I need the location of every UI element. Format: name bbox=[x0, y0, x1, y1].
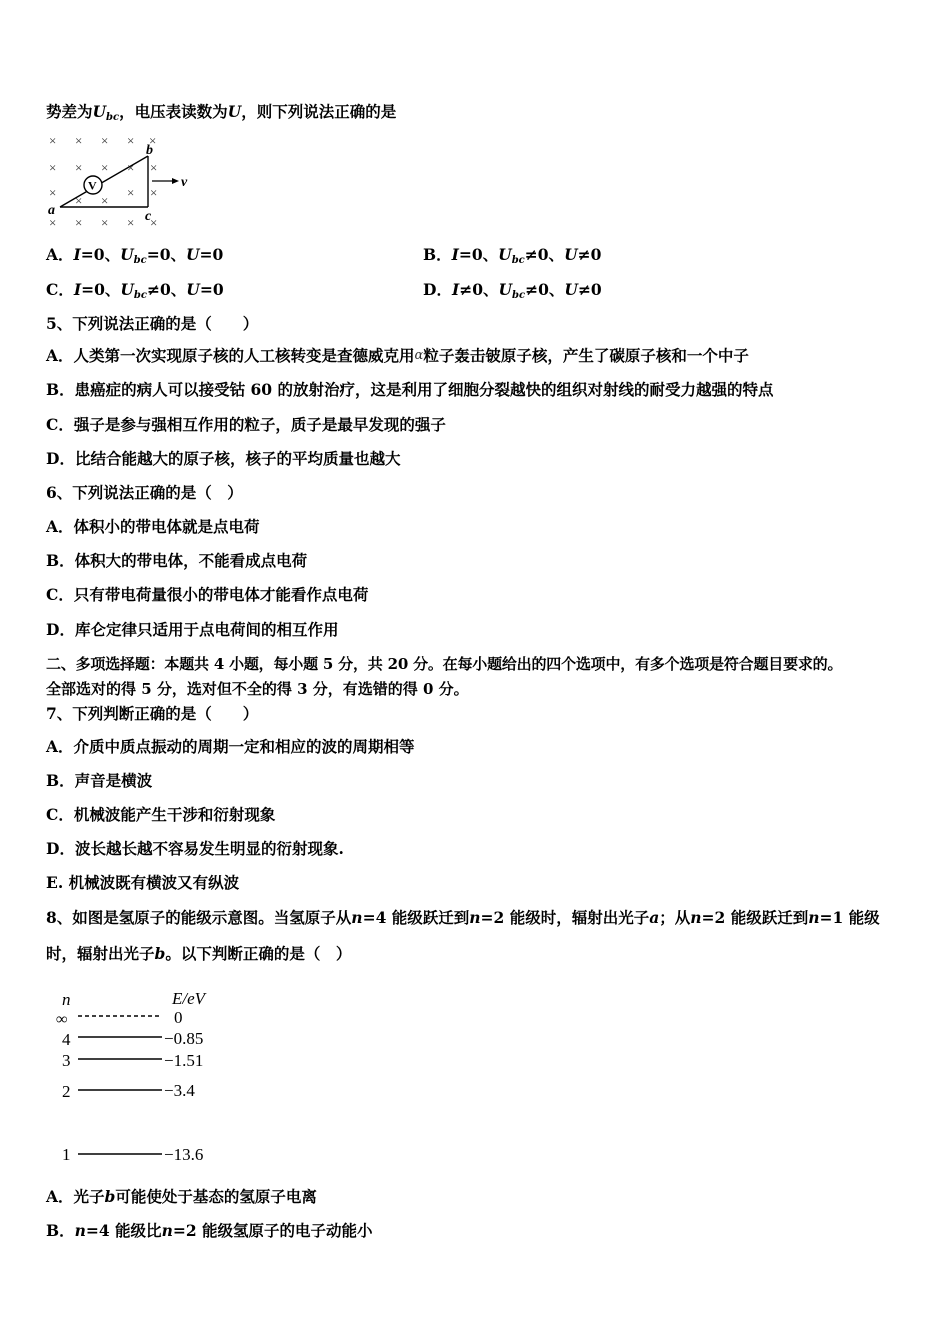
alpha-symbol: α bbox=[414, 348, 424, 363]
cross-mark: × bbox=[150, 185, 158, 200]
q4-intro-a: 势差为 bbox=[46, 102, 93, 121]
q6-option-d[interactable]: D．库仑定律只适用于点电荷间的相互作用 bbox=[46, 620, 339, 639]
level-n-1: 1 bbox=[62, 1145, 71, 1164]
q6-option-b[interactable]: B．体积大的带电体，不能看成点电荷 bbox=[46, 551, 308, 570]
q7-stem: 7、下列判断正确的是（ ） bbox=[46, 704, 259, 723]
cross-mark: × bbox=[101, 133, 109, 148]
q4-options-row-2 bbox=[46, 280, 906, 306]
cross-mark: × bbox=[75, 133, 83, 148]
n-axis-label: n bbox=[62, 990, 71, 1009]
energy-axis-label: E/eV bbox=[172, 989, 206, 1008]
q4-option-c[interactable]: C．I=0、$U_{bc}\ne 0$、U=0 bbox=[46, 280, 224, 301]
q4-u-var: U bbox=[227, 102, 242, 121]
q5-option-a[interactable]: A．人类第一次实现原子核的人工核转变是查德威克用α粒子轰击铍原子核，产生了碳原子核和一个中子 bbox=[46, 346, 749, 365]
cross-mark: × bbox=[150, 160, 158, 175]
level-n-inf: ∞ bbox=[56, 1011, 68, 1028]
cross-mark: × bbox=[75, 160, 83, 175]
level-e-4: −0.85 bbox=[164, 1029, 204, 1048]
cross-mark: × bbox=[150, 215, 158, 230]
cross-mark: × bbox=[75, 215, 83, 230]
voltmeter-label: V bbox=[88, 178, 97, 193]
q8-option-a[interactable]: A．光子b可能使处于基态的氢原子电离 bbox=[46, 1187, 317, 1206]
cross-mark: × bbox=[101, 215, 109, 230]
q5-option-c[interactable]: C．强子是参与强相互作用的粒子，质子是最早发现的强子 bbox=[46, 415, 446, 434]
level-e-1: −13.6 bbox=[164, 1145, 204, 1164]
cross-mark: × bbox=[127, 185, 135, 200]
cross-mark: × bbox=[127, 160, 135, 175]
cross-mark: × bbox=[49, 160, 57, 175]
cross-mark: × bbox=[75, 193, 83, 208]
level-n-4: 4 bbox=[62, 1030, 71, 1049]
level-n-3: 3 bbox=[62, 1051, 71, 1070]
velocity-label: v bbox=[181, 175, 188, 190]
q4-option-d[interactable]: D．I≠0、$U_{bc}\ne 0$、U≠0 bbox=[423, 280, 602, 301]
cross-mark: × bbox=[49, 215, 57, 230]
q4-intro-b: ，电压表读数为 bbox=[119, 102, 228, 121]
q4-option-b[interactable]: B．I=0、$U_{bc}\ne 0$、U≠0 bbox=[423, 245, 602, 266]
q7-option-b[interactable]: B．声音是横波 bbox=[46, 771, 153, 790]
q7-option-c[interactable]: C．机械波能产生干涉和衍射现象 bbox=[46, 805, 276, 824]
level-e-inf: 0 bbox=[174, 1008, 183, 1027]
cross-mark: × bbox=[101, 160, 109, 175]
q4-ubc-var: U bbox=[92, 102, 107, 121]
vertex-c-label: c bbox=[145, 209, 152, 224]
q6-option-a[interactable]: A．体积小的带电体就是点电荷 bbox=[46, 517, 260, 536]
level-e-2: −3.4 bbox=[164, 1081, 195, 1100]
cross-mark: × bbox=[149, 133, 157, 148]
q6-option-c[interactable]: C．只有带电荷量很小的带电体才能看作点电荷 bbox=[46, 585, 369, 604]
q5-option-d[interactable]: D．比结合能越大的原子核，核子的平均质量也越大 bbox=[46, 449, 401, 468]
q8-stem-line1: 8、如图是氢原子的能级示意图。当氢原子从n=4 能级跃迁到n=2 能级时，辐射出光子a；从n=2 能级跃迁到n=1 能级 bbox=[46, 908, 880, 927]
arrow-head-icon bbox=[172, 178, 179, 184]
q8-stem-line2: 时，辐射出光子b。以下判断正确的是（ ） bbox=[46, 944, 352, 963]
q7-option-d[interactable]: D．波长越长越不容易发生明显的衍射现象. bbox=[46, 839, 344, 858]
cross-mark: × bbox=[127, 133, 135, 148]
q4-option-a[interactable]: A．I=0、$U_{bc}=0$、U=0 bbox=[46, 245, 224, 266]
section2-heading-line2: 全部选对的得 5 分，选对但不全的得 3 分，有选错的得 0 分。 bbox=[46, 680, 469, 698]
q4-ubc-sub: bc bbox=[106, 112, 120, 123]
q5-option-b[interactable]: B．患癌症的病人可以接受钴 60 的放射治疗，这是利用了细胞分裂越快的组织对射线的耐受力越强的特点 bbox=[46, 380, 774, 399]
vertex-a-label: a bbox=[48, 203, 55, 218]
cross-mark: × bbox=[127, 215, 135, 230]
q4-circuit-figure bbox=[44, 130, 204, 232]
energy-level-diagram bbox=[52, 985, 232, 1170]
level-e-3: −1.51 bbox=[164, 1051, 204, 1070]
q4-intro-c: ，则下列说法正确的是 bbox=[241, 102, 397, 121]
q4-stem-line bbox=[46, 102, 396, 128]
q7-option-a[interactable]: A．介质中质点振动的周期一定和相应的波的周期相等 bbox=[46, 737, 415, 756]
q7-option-e[interactable]: E. 机械波既有横波又有纵波 bbox=[46, 873, 240, 892]
vertex-b-label: b bbox=[146, 143, 153, 158]
cross-mark: × bbox=[49, 185, 57, 200]
q5-stem: 5、下列说法正确的是（ ） bbox=[46, 314, 259, 333]
level-n-2: 2 bbox=[62, 1082, 71, 1101]
cross-mark: × bbox=[101, 193, 109, 208]
q6-stem: 6、下列说法正确的是（ ） bbox=[46, 483, 243, 502]
q8-option-b[interactable]: B．n=4 能级比n=2 能级氢原子的电子动能小 bbox=[46, 1221, 373, 1240]
q4-options-row-1 bbox=[46, 245, 906, 271]
section2-heading-line1: 二、多项选择题：本题共 4 小题，每小题 5 分，共 20 分。在每小题给出的四个选项中，有多个选项是符合题目要求的。 bbox=[46, 655, 843, 673]
cross-mark: × bbox=[49, 133, 57, 148]
